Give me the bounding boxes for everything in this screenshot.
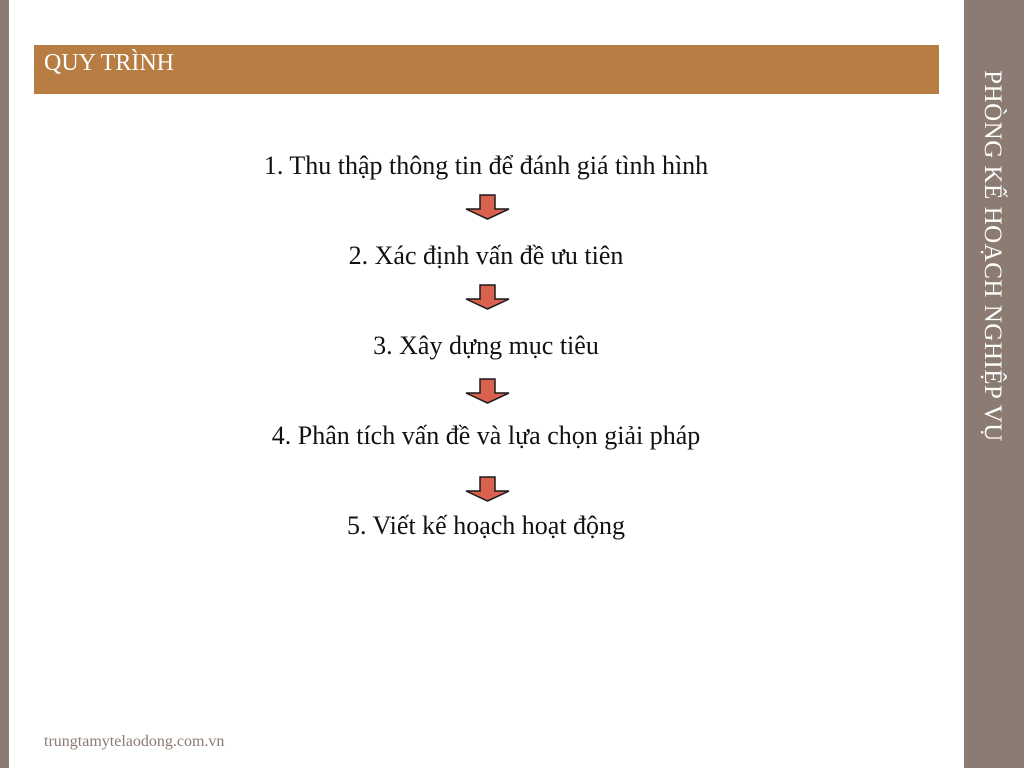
down-arrow-icon [464, 194, 511, 220]
step-3: 3. Xây dựng mục tiêu [373, 331, 599, 360]
step-5: 5. Viết kế hoạch hoạt động [346, 511, 626, 540]
slide-title: QUY TRÌNH [44, 50, 174, 76]
down-arrow-icon [464, 284, 511, 310]
footer-url: trungtamytelaodong.com.vn [44, 733, 225, 750]
down-arrow-icon [464, 378, 511, 404]
step-2: 2. Xác định vấn đề ưu tiên [348, 241, 624, 270]
step-1: 1. Thu thập thông tin để đánh giá tình hình [263, 151, 709, 180]
step-4: 4. Phân tích vấn đề và lựa chọn giải pháp [271, 421, 701, 450]
side-panel-title: PHÒNG KẾ HOẠCH NGHIỆP VỤ [979, 70, 1006, 442]
down-arrow-icon [464, 476, 511, 502]
